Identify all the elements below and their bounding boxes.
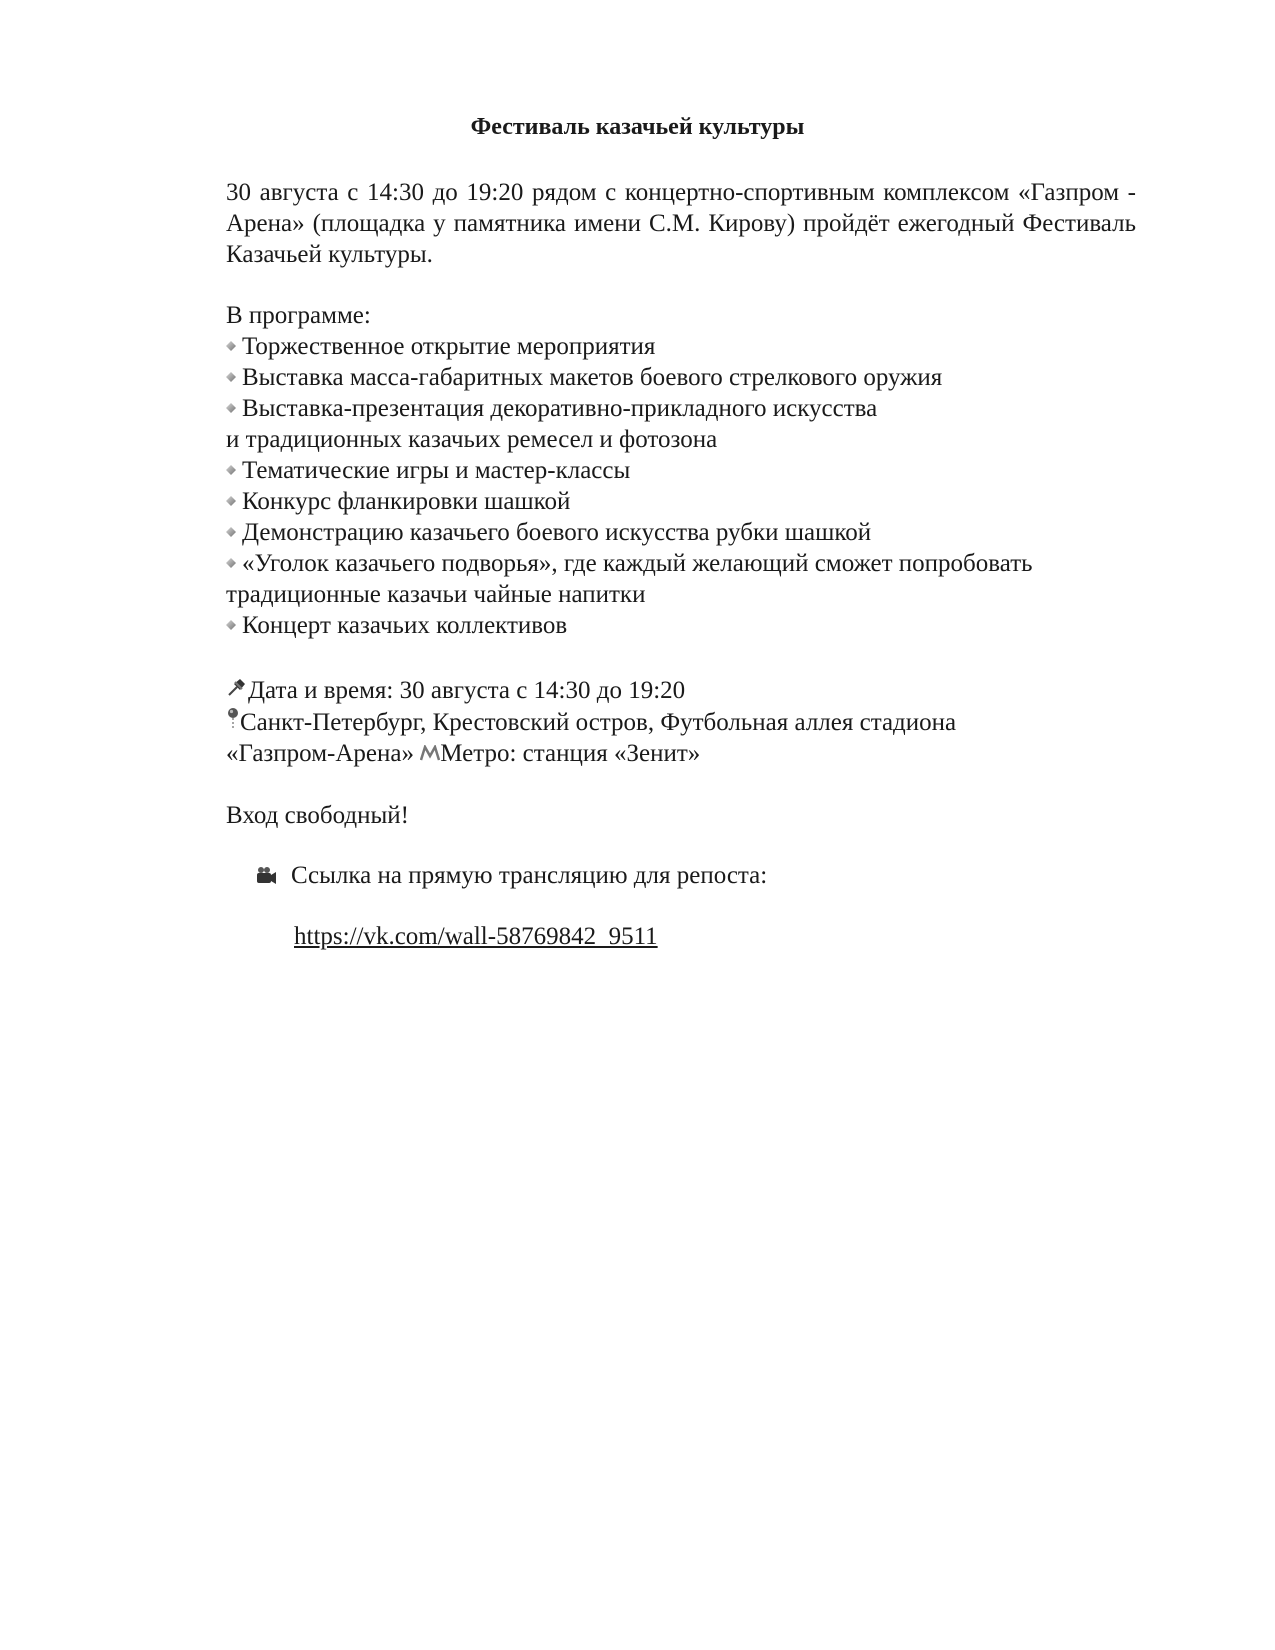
- program-item-text: Конкурс фланкировки шашкой: [242, 488, 571, 515]
- datetime-text: Дата и время: 30 августа с 14:30 до 19:20: [248, 677, 686, 704]
- program-heading: В программе:: [226, 302, 371, 329]
- stream-block: [255, 860, 767, 891]
- camera-icon: [255, 866, 277, 886]
- program-item-text: Торжественное открытие мероприятия: [242, 333, 656, 360]
- stream-label-line: [255, 860, 767, 891]
- round-pin-icon: [226, 706, 240, 730]
- program-item-continuation: и традиционных казачьих ремесел и фотозона: [226, 426, 718, 453]
- program-item: [226, 362, 1136, 393]
- free-entry: Вход свободный!: [226, 802, 409, 829]
- stream-label: Ссылка на прямую трансляцию для репоста:: [291, 862, 768, 889]
- metro-text: Метро: станция «Зенит»: [440, 740, 701, 767]
- location-line-2: [226, 738, 1136, 769]
- intro-paragraph: [226, 177, 1136, 270]
- event-info: [226, 675, 1136, 769]
- program-item-continuation: традиционные казачьи чайные напитки: [226, 581, 646, 608]
- program-item: [226, 517, 1136, 548]
- program-item-text: Выставка масса-габаритных макетов боевого стрелкового оружия: [242, 364, 943, 391]
- diamond-bullet-icon: [226, 372, 236, 382]
- diamond-bullet-icon: [226, 496, 236, 506]
- metro-m-icon: [420, 745, 440, 761]
- diamond-bullet-icon: [226, 341, 236, 351]
- pushpin-icon: [226, 676, 248, 698]
- diamond-bullet-icon: [226, 403, 236, 413]
- program-item-text: Концерт казачьих коллективов: [242, 612, 568, 639]
- program-item-text: Тематические игры и мастер-классы: [242, 457, 631, 484]
- location-text-1: Санкт-Петербург, Крестовский остров, Футбольная аллея стадиона: [240, 709, 957, 736]
- diamond-bullet-icon: [226, 527, 236, 537]
- program-item: [226, 393, 1136, 424]
- datetime-line: [226, 675, 1136, 706]
- document-title: Фестиваль казачьей культуры: [470, 114, 805, 140]
- location-line-1: [226, 706, 1136, 738]
- diamond-bullet-icon: [226, 465, 236, 475]
- program-item: [226, 486, 1136, 517]
- stream-link[interactable]: https://vk.com/wall-58769842_9511: [294, 923, 658, 950]
- program-item-text: Выставка-презентация декоративно-прикладного искусства: [242, 395, 878, 422]
- program-list: [226, 331, 1136, 641]
- program-section: [226, 300, 1136, 641]
- diamond-bullet-icon: [226, 558, 236, 568]
- program-item: [226, 548, 1136, 579]
- diamond-bullet-icon: [226, 620, 236, 630]
- program-item: [226, 455, 1136, 486]
- intro-text: 30 августа с 14:30 до 19:20 рядом с концертно-спортивным комплексом «Газпром - Арена» (площадка у памятника имени С.М. Кирову) пройдёт ежегодный Фестиваль Казачьей культуры.: [226, 179, 1136, 268]
- location-text-2: «Газпром-Арена»: [226, 740, 414, 767]
- program-item-text: «Уголок казачьего подворья», где каждый желающий сможет попробовать: [242, 550, 1033, 577]
- program-item: [226, 331, 1136, 362]
- program-item-text: Демонстрацию казачьего боевого искусства рубки шашкой: [242, 519, 872, 546]
- program-item: [226, 610, 1136, 641]
